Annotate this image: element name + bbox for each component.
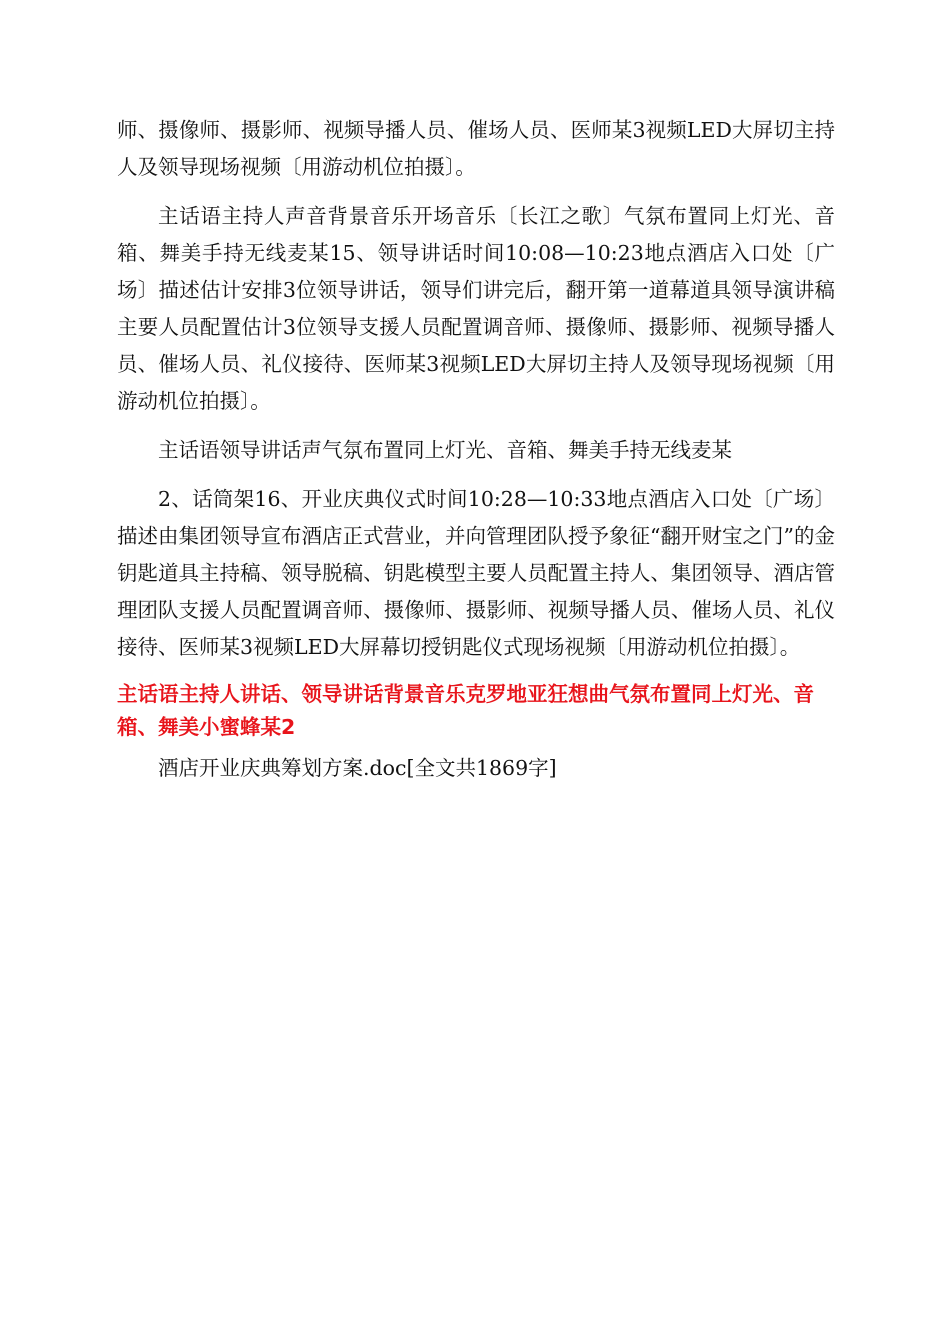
red-heading: 主话语主持人讲话、领导讲话背景音乐克罗地亚狂想曲气氛布置同上灯光、音箱、舞美小蜜蜂某2: [117, 682, 814, 739]
paragraph-1: 师、摄像师、摄影师、视频导播人员、催场人员、医师某3视频LED大屏切主持人及领导现场视频〔用游动机位拍摄〕。: [117, 118, 835, 179]
paragraph-2: 主话语主持人声音背景音乐开场音乐〔长江之歌〕气氛布置同上灯光、音箱、舞美手持无线麦某15、领导讲话时间10:08—10:23地点酒店入口处〔广场〕描述估计安排3位领导讲话，领导们讲完后，翻开第一道幕道具领导演讲稿主要人员配置估计3位领导支援人员配置调音师、摄像师、摄影师、视频导播人员、催场人员、礼仪接待、医师某3视频LED大屏切主持人及领导现场视频〔用游动机位拍摄〕。: [117, 204, 835, 413]
paragraph-4: 2、话筒架16、开业庆典仪式时间10:28—10:33地点酒店入口处〔广场〕描述由集团领导宣布酒店正式营业，并向管理团队授予象征“翻开财宝之门”的金钥匙道具主持稿、领导脱稿、钥匙模型主要人员配置主持人、集团领导、酒店管理团队支援人员配置调音师、摄像师、摄影师、视频导播人员、催场人员、礼仪接待、医师某3视频LED大屏幕切授钥匙仪式现场视频〔用游动机位拍摄〕。: [117, 487, 835, 659]
document-footer-note: 酒店开业庆典筹划方案.doc[全文共1869字]: [158, 756, 557, 780]
document-body: [117, 112, 835, 787]
paragraph-3: 主话语领导讲话声气氛布置同上灯光、音箱、舞美手持无线麦某: [158, 438, 732, 462]
